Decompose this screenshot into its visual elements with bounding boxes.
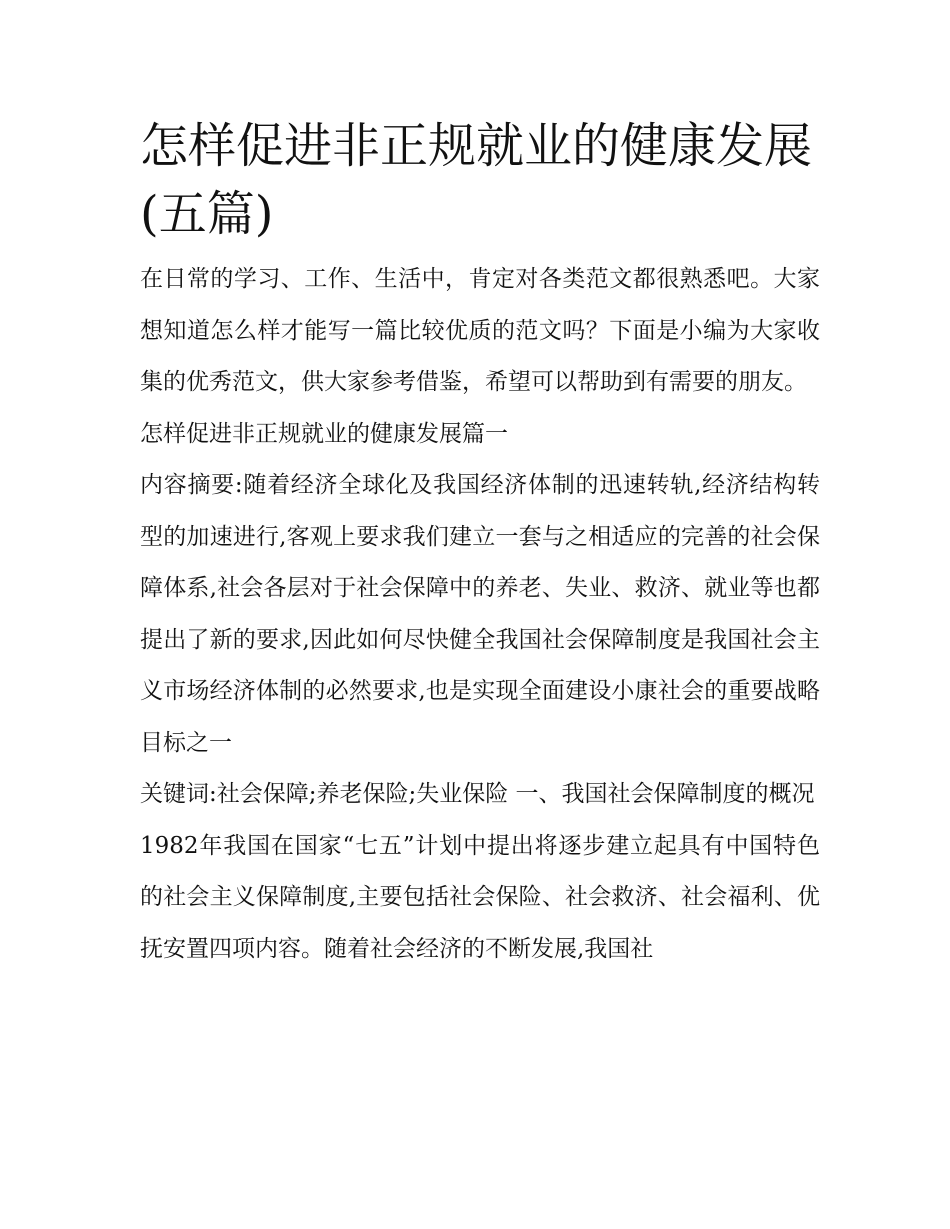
body-paragraph: 1982年我国在国家“七五”计划中提出将逐步建立起具有中国特色的社会主义保障制度,主要包括社会保险、社会救济、社会福利、优抚安置四项内容。随着社会经济的不断发展,我国社 bbox=[140, 832, 820, 962]
keywords-paragraph: 关键词:社会保障;养老保险;失业保险 一、我国社会保障制度的概况 bbox=[140, 781, 815, 807]
document-body bbox=[140, 112, 820, 975]
section-heading: 怎样促进非正规就业的健康发展篇一 bbox=[140, 420, 508, 447]
abstract-paragraph: 内容摘要:随着经济全球化及我国经济体制的迅速转轨,经济结构转型的加速进行,客观上要求我们建立一套与之相适应的完善的社会保障体系,社会各层对于社会保障中的养老、失业、救济、就业等也都提出了新的要求,因此如何尽快健全我国社会保障制度是我国社会主义市场经济体制的必然要求,也是实现全面建设小康社会的重要战略目标之一 bbox=[140, 472, 820, 756]
intro-paragraph: 在日常的学习、工作、生活中，肯定对各类范文都很熟悉吧。大家想知道怎么样才能写一篇比较优质的范文吗？下面是小编为大家收集的优秀范文，供大家参考借鉴，希望可以帮助到有需要的朋友。 bbox=[140, 266, 820, 395]
document-title: 怎样促进非正规就业的健康发展(五篇) bbox=[140, 118, 813, 242]
